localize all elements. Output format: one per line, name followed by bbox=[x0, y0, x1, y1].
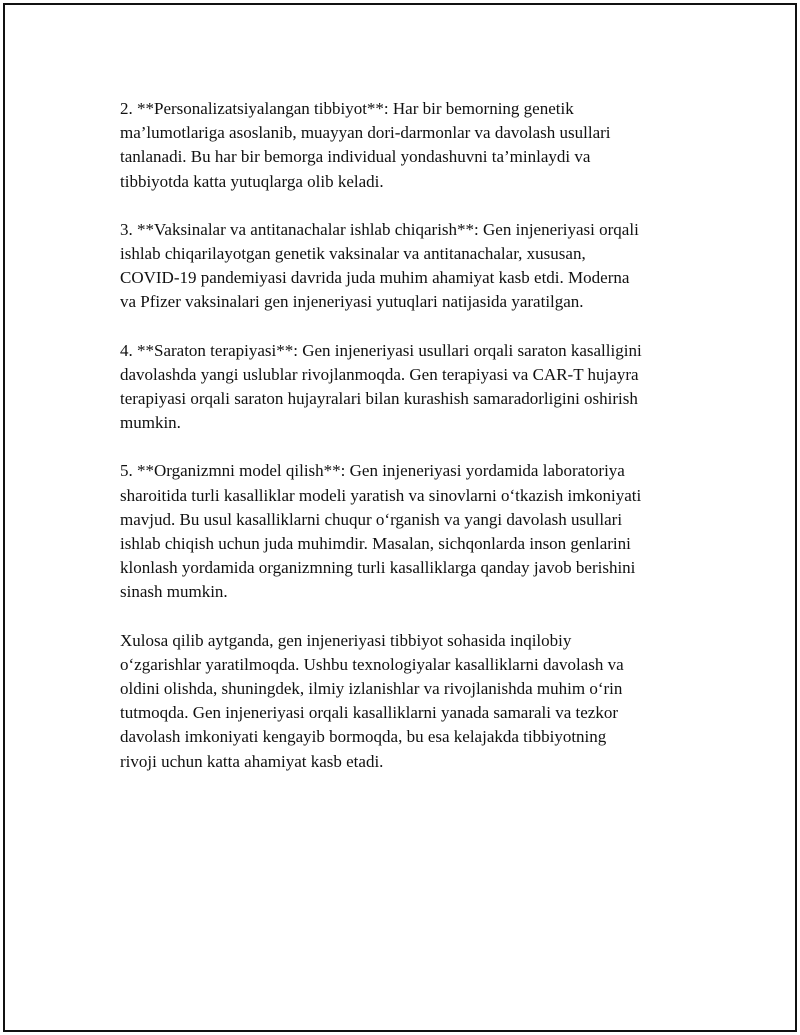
document-page bbox=[3, 3, 797, 1032]
paragraph-cancer-therapy: 4. **Saraton terapiyasi**: Gen injeneriyasi usullari orqali saraton kasalligini davolashda yangi uslublar rivojlanmoqda. Gen terapiyasi va CAR-T hujayra terapiyasi orqali saraton hujayralari bilan kurashish samaradorligini oshirish mumkin. bbox=[120, 340, 642, 433]
paragraph-conclusion: Xulosa qilib aytganda, gen injeneriyasi tibbiyot sohasida inqilobiy o‘zgarishlar yaratilmoqda. Ushbu texnologiyalar kasalliklarni davolash va oldini olishda, shuningdek, ilmiy izlanishlar va rivojlanishda muhim o‘rin tutmoqda. Gen injeneriyasi orqali kasalliklarni yanada samarali va tezkor davolash imkoniyati kengayib bormoqda, bu esa kelajakda tibbiyotning rivoji uchun katta ahamiyat kasb etadi. bbox=[120, 630, 624, 771]
paragraph-organism-modeling: 5. **Organizmni model qilish**: Gen injeneriyasi yordamida laboratoriya sharoitida turli kasalliklar modeli yaratish va sinovlarni o‘tkazish imkoniyati mavjud. Bu usul kasalliklarni chuqur o‘rganish va yangi davolash usullari ishlab chiqish uchun juda muhimdir. Masalan, sichqonlarda inson genlarini klonlash yordamida organizmning turli kasalliklarga qanday javob berishini sinash mumkin. bbox=[120, 461, 642, 602]
paragraph-personalized-medicine: 2. **Personalizatsiyalangan tibbiyot**: Har bir bemorning genetik ma’lumotlariga asoslanib, muayyan dori-darmonlar va davolash usullari tanlanadi. Bu har bir bemorga individual yondashuvni ta’minlaydi va tibbiyotda katta yutuqlarga olib keladi. bbox=[120, 99, 611, 191]
paragraph-vaccines-antibodies: 3. **Vaksinalar va antitanachalar ishlab chiqarish**: Gen injeneriyasi orqali ishlab chiqarilayotgan genetik vaksinalar va antitanachalar, xususan, COVID-19 pandemiyasi davrida juda muhim ahamiyat kasb etdi. Moderna va Pfizer vaksinalari gen injeneriyasi yutuqlari natijasida yaratilgan. bbox=[120, 219, 639, 312]
document-body bbox=[120, 97, 700, 798]
